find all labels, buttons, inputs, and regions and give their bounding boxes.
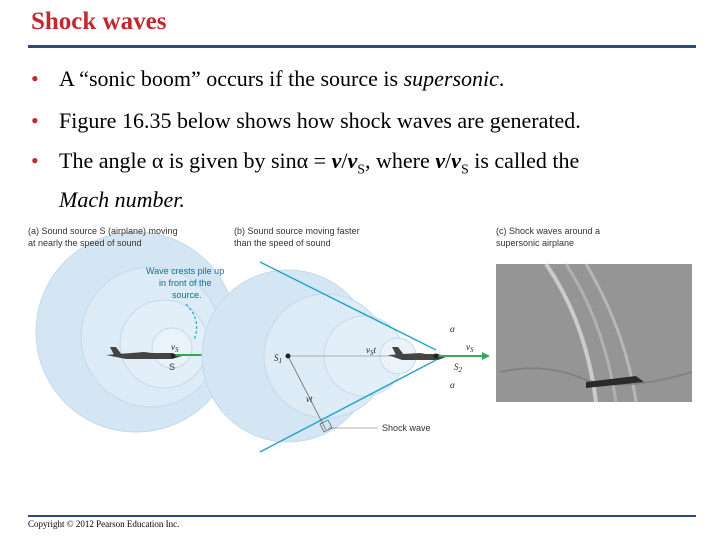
footer-divider [28, 515, 696, 517]
svg-text:S2: $S_2$ [454, 362, 462, 374]
bullet-2: • Figure 16.35 below shows how shock waves are generated. [31, 106, 691, 136]
bullet-1: • A “sonic boom” occurs if the source is supersonic. [31, 64, 691, 94]
svg-text:vS: $v_S$ [171, 342, 179, 354]
shock-wave-figure [26, 222, 698, 462]
svg-text:S: S [169, 362, 176, 372]
svg-text:than the speed of sound: than the speed of sound [234, 238, 331, 248]
bullet-marker: • [31, 148, 39, 173]
source-point-s [171, 354, 176, 359]
slide-title: Shock waves [31, 8, 167, 35]
title-divider [28, 45, 696, 48]
panel-c-caption: (c) Shock waves around a [496, 226, 601, 236]
bullet-3: • The angle α is given by $\sin\alpha = v/v_S$, where $v/v_S$ is called the Mach number. [31, 148, 580, 213]
svg-text:vt: vt [306, 394, 313, 404]
svg-text:vSt: $v_St$ [366, 345, 377, 357]
svg-text:vS: $v_S$ [466, 342, 474, 354]
point-s2 [434, 354, 439, 359]
panel-a-caption: (a) Sound source S (airplane) moving [28, 226, 178, 236]
svg-text:S1: $S_1$ [274, 353, 282, 365]
bullet-marker: • [31, 66, 39, 91]
svg-text:Shock wave: Shock wave [382, 423, 431, 433]
svg-text:α: α [450, 380, 455, 390]
svg-text:supersonic airplane: supersonic airplane [496, 238, 575, 248]
bullet-marker: • [31, 108, 39, 133]
panel-b-caption: (b) Sound source moving faster [234, 226, 360, 236]
point-s1 [286, 354, 291, 359]
annotation-text: Wave crests pile up [146, 266, 225, 276]
svg-text:at nearly the speed of sound: at nearly the speed of sound [28, 238, 142, 248]
panel-c-photo [496, 264, 692, 402]
svg-text:source.: source. [172, 290, 202, 300]
velocity-arrowhead-b [482, 352, 490, 360]
svg-text:α: α [450, 324, 455, 334]
copyright-footer: Copyright © 2012 Pearson Education Inc. [28, 519, 180, 529]
svg-text:in front of the: in front of the [159, 278, 212, 288]
